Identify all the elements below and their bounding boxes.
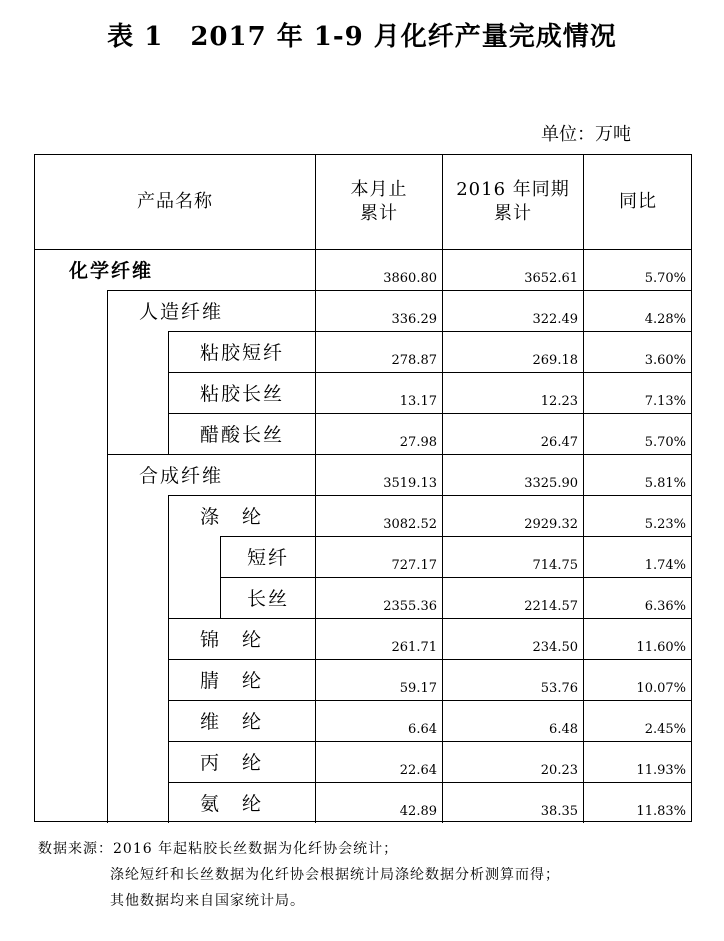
row-product-name: 腈 纶 [200, 670, 264, 692]
row-value-current: 42.89 [399, 804, 437, 819]
row-value-yoy: 1.74% [644, 558, 686, 573]
row-product-name: 合成纤维 [139, 465, 224, 487]
row-value-prior: 2929.32 [524, 517, 578, 532]
row-value-current: 3082.52 [383, 517, 437, 532]
note-line-3: 其他数据均来自国家统计局。 [110, 893, 305, 909]
row-value-yoy: 11.83% [636, 804, 686, 819]
row-value-current: 6.64 [408, 722, 437, 737]
header-current-line-1: 本月止 [350, 179, 408, 200]
row-rule [107, 290, 692, 291]
indent-rule [168, 331, 169, 454]
row-value-yoy: 3.60% [644, 353, 686, 368]
row-value-current: 727.17 [391, 558, 437, 573]
row-value-current: 3860.80 [383, 271, 437, 286]
row-value-prior: 2214.57 [524, 599, 578, 614]
unit-label: 单位：万吨 [541, 124, 631, 145]
row-value-prior: 12.23 [540, 394, 578, 409]
row-value-yoy: 6.36% [644, 599, 686, 614]
row-product-name: 醋酸长丝 [200, 424, 285, 446]
header-current-line-2: 累计 [360, 203, 398, 224]
row-product-name: 短纤 [247, 547, 290, 569]
row-rule [168, 782, 692, 783]
data-source-notes [38, 836, 560, 914]
row-value-yoy: 11.60% [636, 640, 686, 655]
row-value-prior: 26.47 [540, 435, 578, 450]
row-value-yoy: 5.70% [644, 271, 686, 286]
header-yoy [584, 155, 692, 249]
row-value-prior: 714.75 [532, 558, 578, 573]
row-product-name: 长丝 [247, 588, 290, 610]
production-table [34, 154, 692, 822]
indent-rule [107, 290, 108, 823]
row-value-yoy: 4.28% [644, 312, 686, 327]
note-line-1: 数据来源：2016 年起粘胶长丝数据为化纤协会统计； [38, 841, 399, 857]
note-line-2: 涤纶短纤和长丝数据为化纤协会根据统计局涤纶数据分析测算而得； [110, 867, 560, 883]
row-rule [220, 536, 692, 537]
header-product-name [35, 155, 315, 249]
row-value-current: 22.64 [399, 763, 437, 778]
row-rule [168, 700, 692, 701]
header-prior-line-2: 累计 [494, 203, 532, 224]
row-value-prior: 322.49 [532, 312, 578, 327]
row-product-name: 维 纶 [200, 711, 264, 733]
header-current-cumulative [316, 155, 442, 249]
row-value-yoy: 5.23% [644, 517, 686, 532]
row-rule [168, 413, 692, 414]
row-value-yoy: 11.93% [636, 763, 686, 778]
row-product-name: 化学纤维 [69, 260, 154, 282]
row-value-yoy: 2.45% [644, 722, 686, 737]
row-value-prior: 3325.90 [524, 476, 578, 491]
row-product-name: 氨 纶 [200, 793, 264, 815]
row-rule [168, 331, 692, 332]
row-value-prior: 53.76 [540, 681, 578, 696]
row-product-name: 涤 纶 [200, 506, 264, 528]
row-product-name: 丙 纶 [200, 752, 264, 774]
row-value-current: 261.71 [391, 640, 437, 655]
page-title: 表 1 2017 年 1-9 月化纤产量完成情况 [107, 22, 617, 52]
row-value-prior: 6.48 [549, 722, 578, 737]
row-rule [168, 741, 692, 742]
row-value-prior: 269.18 [532, 353, 578, 368]
row-product-name: 人造纤维 [139, 301, 224, 323]
row-rule [168, 495, 692, 496]
row-rule [168, 659, 692, 660]
row-value-yoy: 7.13% [644, 394, 686, 409]
indent-rule [220, 536, 221, 618]
row-value-yoy: 5.81% [644, 476, 686, 491]
row-value-prior: 38.35 [540, 804, 578, 819]
row-rule [168, 618, 692, 619]
row-value-current: 59.17 [399, 681, 437, 696]
row-rule [107, 454, 692, 455]
row-value-prior: 3652.61 [524, 271, 578, 286]
row-product-name: 粘胶短纤 [200, 342, 285, 364]
row-value-current: 3519.13 [383, 476, 437, 491]
header-yoy-text: 同比 [619, 191, 657, 212]
row-value-yoy: 5.70% [644, 435, 686, 450]
row-value-yoy: 10.07% [636, 681, 686, 696]
row-value-current: 13.17 [399, 394, 437, 409]
row-rule [168, 372, 692, 373]
header-rule [35, 249, 692, 250]
row-value-current: 27.98 [399, 435, 437, 450]
header-prior-line-1: 2016 年同期 [456, 179, 570, 200]
row-rule [220, 577, 692, 578]
row-product-name: 粘胶长丝 [200, 383, 285, 405]
row-value-current: 336.29 [391, 312, 437, 327]
row-value-prior: 20.23 [540, 763, 578, 778]
row-product-name: 锦 纶 [200, 629, 264, 651]
header-prior-cumulative [443, 155, 583, 249]
indent-rule [168, 495, 169, 823]
row-value-current: 278.87 [391, 353, 437, 368]
row-value-current: 2355.36 [383, 599, 437, 614]
row-value-prior: 234.50 [532, 640, 578, 655]
header-product-name-text: 产品名称 [137, 191, 213, 212]
